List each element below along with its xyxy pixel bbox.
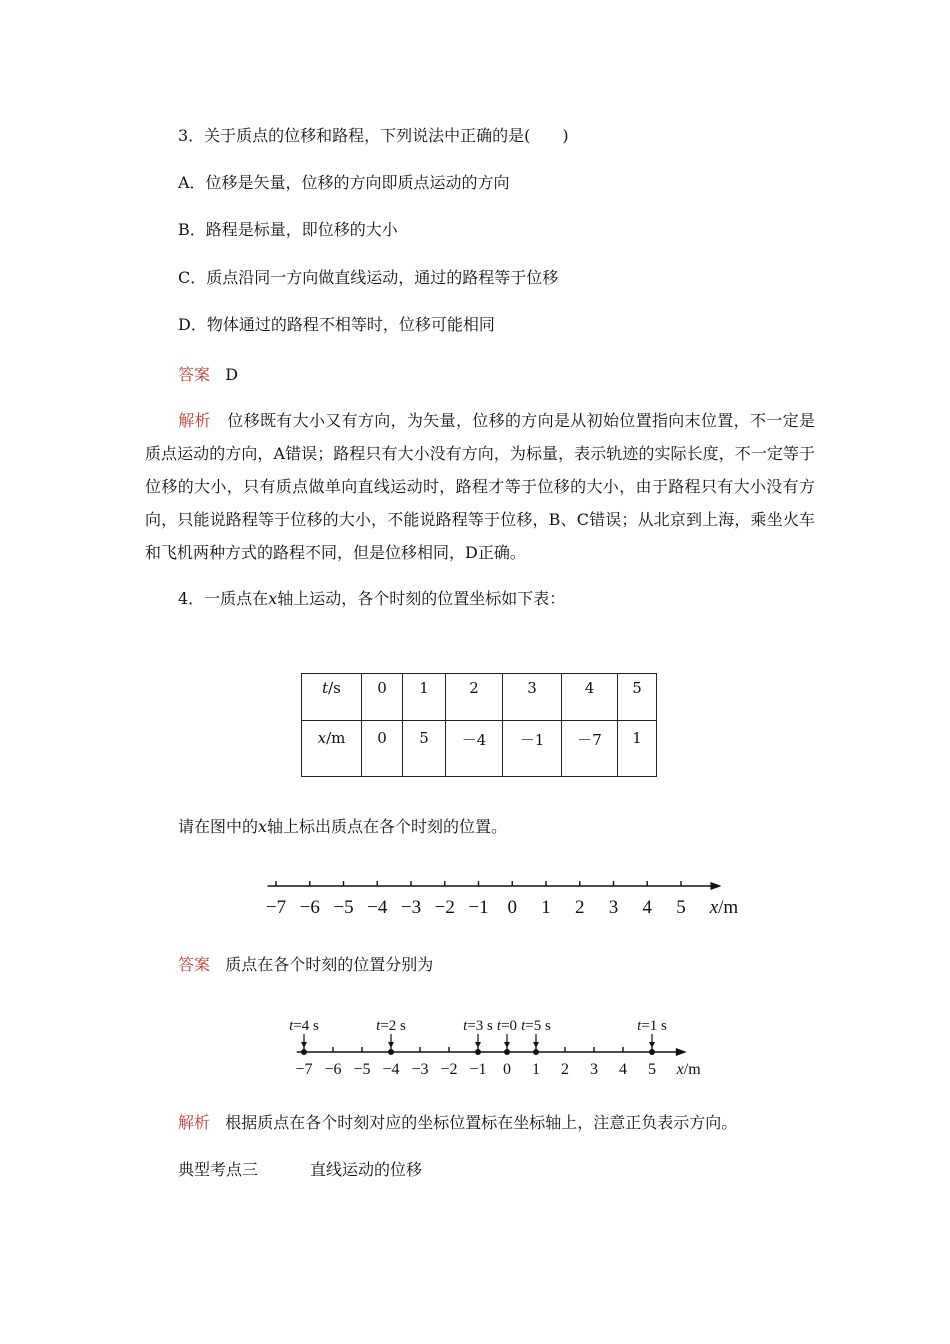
q4-analysis [178, 1113, 737, 1133]
analysis-text: 根据质点在各个时刻对应的坐标位置标在坐标轴上，注意正负表示方向。 [225, 1113, 738, 1132]
time-marker [463, 1018, 493, 1055]
marker-label: t=5 s [521, 1018, 551, 1034]
table-cell: 4 [562, 674, 618, 721]
section-label: 典型考点三 [178, 1160, 259, 1179]
number-line-blank [258, 862, 738, 932]
axis-tick-label: 5 [648, 1061, 656, 1078]
axis-tick-label: −2 [434, 897, 455, 918]
axis-arrow [711, 882, 722, 890]
axis-tick-label: 3 [590, 1061, 598, 1078]
instruction-post: 轴上标出质点在各个时刻的位置。 [267, 817, 508, 836]
axis-label: x/m [676, 1061, 701, 1078]
q3-answer [178, 365, 238, 385]
q4-answer [178, 955, 433, 975]
q4-stem-var: x [268, 589, 278, 608]
time-marker [376, 1018, 406, 1055]
q3-stem: 3．关于质点的位移和路程，下列说法中正确的是( ) [178, 126, 569, 145]
table-cell: －1 [503, 721, 562, 777]
table-cell: 5 [618, 674, 657, 721]
axis-tick-label: 4 [619, 1061, 627, 1078]
marker-dot [475, 1049, 481, 1055]
answer-label: 答案 [178, 955, 211, 974]
q3-option-d: D．物体通过的路程不相等时，位移可能相同 [178, 315, 495, 334]
axis-tick-label: 2 [575, 897, 585, 918]
marker-label: t=1 s [637, 1018, 667, 1034]
axis-tick-label: −6 [299, 897, 320, 918]
axis-tick-label: 1 [532, 1061, 540, 1078]
q3-option-b: B．路程是标量，即位移的大小 [178, 220, 398, 239]
marker-arrowhead [649, 1042, 655, 1048]
table-header-t: t/s [302, 674, 362, 721]
table-cell: 1 [403, 674, 446, 721]
answer-text: 质点在各个时刻的位置分别为 [225, 955, 434, 974]
q4-stem-pre: 4．一质点在 [178, 589, 269, 608]
table-cell: －7 [562, 721, 618, 777]
q4-stem-post: 轴上运动，各个时刻的位置坐标如下表： [277, 589, 566, 608]
q3-analysis [145, 404, 815, 569]
time-marker [289, 1018, 319, 1055]
analysis-label: 解析 [178, 411, 212, 430]
axis-tick-label: 5 [676, 897, 686, 918]
axis-tick-label: −2 [440, 1061, 458, 1078]
marker-dot [301, 1049, 307, 1055]
marker-label: t=4 s [289, 1018, 319, 1034]
q4-stem [178, 589, 565, 609]
axis-tick-label: 0 [503, 1061, 511, 1078]
position-table [301, 673, 657, 777]
section-heading [178, 1160, 422, 1180]
axis-tick-label: −4 [367, 897, 388, 918]
answer-label: 答案 [178, 365, 211, 384]
marker-arrowhead [533, 1042, 539, 1048]
axis-tick-label: −1 [469, 1061, 487, 1078]
table-cell: 2 [446, 674, 503, 721]
q3-option-a: A．位移是矢量，位移的方向即质点运动的方向 [178, 173, 510, 192]
table-cell: 5 [403, 721, 446, 777]
axis-tick-label: 3 [608, 897, 619, 918]
axis-tick-label: −3 [411, 1061, 429, 1078]
marker-label: t=3 s [463, 1018, 493, 1034]
table-cell: 1 [618, 721, 657, 777]
axis-tick-label: 2 [561, 1061, 569, 1078]
marker-dot [504, 1049, 510, 1055]
axis-tick-label: −4 [382, 1061, 400, 1078]
axis-tick-label: 1 [541, 897, 551, 918]
number-line-answer [283, 1004, 703, 1090]
axis-arrow [676, 1048, 687, 1056]
table-cell: －4 [446, 721, 503, 777]
axis-tick-label: −7 [295, 1061, 313, 1078]
table-row-x [302, 721, 657, 777]
marker-arrowhead [301, 1042, 307, 1048]
marker-label: t=2 s [376, 1018, 406, 1034]
marker-arrowhead [504, 1042, 510, 1048]
q3-option-c: C．质点沿同一方向做直线运动，通过的路程等于位移 [178, 268, 559, 287]
axis-tick-label: −7 [265, 897, 287, 918]
marker-label: t=0 [496, 1018, 518, 1034]
table-row-t [302, 674, 657, 721]
instruction-var: x [258, 817, 268, 836]
axis-label: x/m [709, 897, 738, 918]
time-marker [497, 1018, 517, 1055]
axis-tick-label: −5 [333, 897, 354, 918]
marker-dot [388, 1049, 394, 1055]
table-cell: 0 [362, 721, 403, 777]
marker-dot [649, 1049, 655, 1055]
marker-arrowhead [388, 1042, 394, 1048]
axis-tick-label: −6 [324, 1061, 342, 1078]
axis-tick-label: −5 [353, 1061, 371, 1078]
answer-value: D [225, 365, 239, 384]
table-cell: 0 [362, 674, 403, 721]
instruction-pre: 请在图中的 [178, 817, 259, 836]
time-marker [637, 1018, 667, 1055]
axis-tick-label: −3 [400, 897, 422, 918]
time-marker [521, 1018, 551, 1055]
table-cell: 3 [503, 674, 562, 721]
section-title: 直线运动的位移 [310, 1160, 423, 1179]
marker-dot [533, 1049, 539, 1055]
axis-tick-label: 4 [642, 897, 652, 918]
q4-instruction [178, 817, 507, 837]
analysis-text: 位移既有大小又有方向，为矢量，位移的方向是从初始位置指向末位置，不一定是质点运动的方向，A错误；路程只有大小没有方向，为标量，表示轨迹的实际长度，不一定等于位移的大小，只有质点做单向直线运动时，路程才等于位移的大小，由于路程只有大小没有方向，只能说路程等于位移的大小，不能说路程等于位移，B、C错误；从北京到上海，乘坐火车和飞机两种方式的路程不同，但是位移相同，D正确。 [145, 411, 815, 562]
table-header-x: x/m [302, 721, 362, 777]
analysis-label: 解析 [178, 1113, 211, 1132]
axis-tick-label: −1 [468, 897, 489, 918]
marker-arrowhead [475, 1042, 481, 1048]
axis-tick-label: 0 [507, 897, 517, 918]
